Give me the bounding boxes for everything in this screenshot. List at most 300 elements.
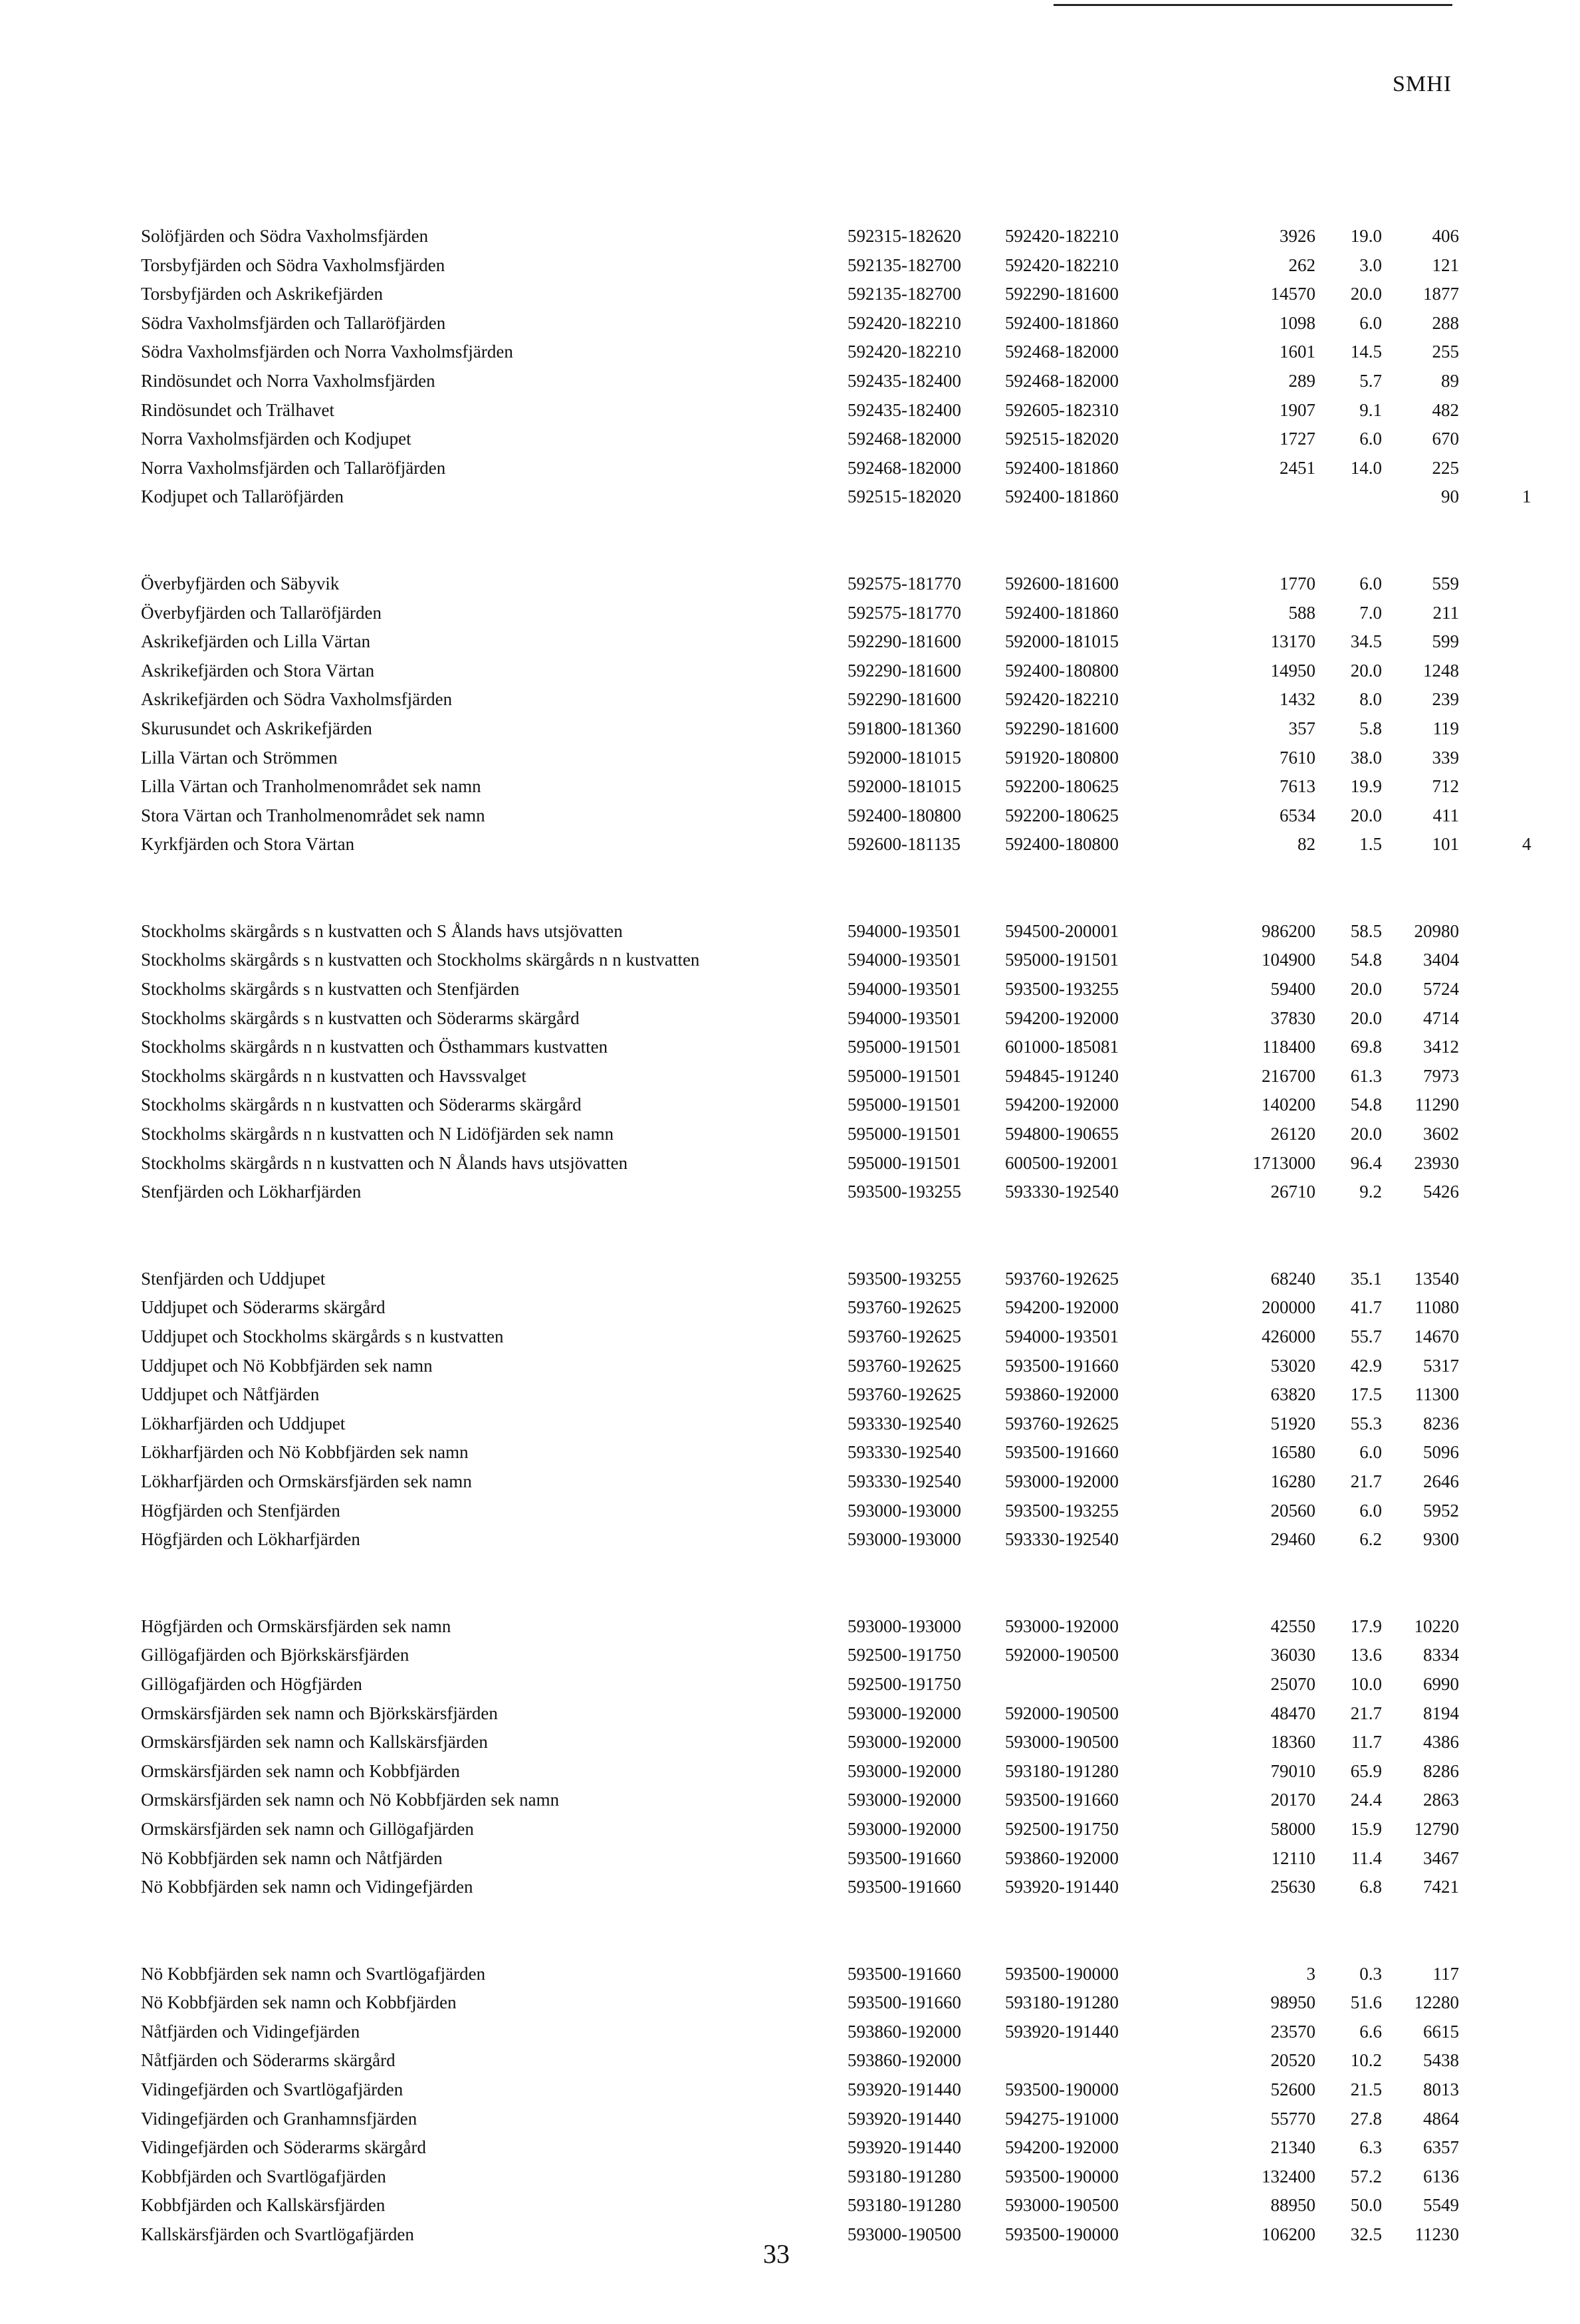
to-coord-cell: 592200-180625 <box>1005 776 1119 797</box>
table-row <box>141 1844 1470 1873</box>
name-cell: Stockholms skärgårds n n kustvatten och Östhammars kustvatten <box>141 1037 608 1057</box>
volume-cell: 712 <box>1432 776 1459 797</box>
area-cell: 1713000 <box>1252 1152 1315 1173</box>
volume-cell: 5952 <box>1423 1500 1459 1521</box>
depth-cell: 10.2 <box>1350 2050 1382 2071</box>
name-cell: Uddjupet och Nåtfjärden <box>141 1384 320 1405</box>
table-row <box>141 1004 1470 1033</box>
from-coord-cell: 592420-182210 <box>847 312 961 333</box>
from-coord-cell: 593760-192625 <box>847 1355 961 1376</box>
table-row <box>141 2191 1470 2220</box>
name-cell: Torsbyfjärden och Askrikefjärden <box>141 284 383 304</box>
name-cell: Ormskärsfjärden sek namn och Nö Kobbfjärden sek namn <box>141 1790 560 1810</box>
volume-cell: 8194 <box>1423 1703 1459 1723</box>
depth-cell: 54.8 <box>1350 950 1382 970</box>
depth-cell: 6.6 <box>1359 2021 1382 2042</box>
from-coord-cell: 593760-192625 <box>847 1384 961 1405</box>
area-cell: 42550 <box>1270 1616 1315 1636</box>
table-row <box>141 280 1470 309</box>
volume-cell: 4386 <box>1423 1732 1459 1752</box>
name-cell: Rindösundet och Norra Vaxholmsfjärden <box>141 370 435 391</box>
to-coord-cell: 593920-191440 <box>1005 2021 1119 2042</box>
from-coord-cell: 593000-192000 <box>847 1732 961 1752</box>
name-cell: Kodjupet och Tallaröfjärden <box>141 486 344 507</box>
name-cell: Nö Kobbfjärden sek namn och Nåtfjärden <box>141 1848 443 1868</box>
area-cell: 16280 <box>1270 1471 1315 1491</box>
name-cell: Nö Kobbfjärden sek namn och Kobbfjärden <box>141 1992 457 2013</box>
area-cell: 21340 <box>1270 2137 1315 2158</box>
volume-cell: 559 <box>1432 573 1459 593</box>
volume-cell: 225 <box>1432 457 1459 478</box>
area-cell: 2451 <box>1280 457 1315 478</box>
volume-cell: 3412 <box>1423 1037 1459 1057</box>
to-coord-cell: 593500-190000 <box>1005 2224 1119 2245</box>
area-cell: 68240 <box>1270 1268 1315 1289</box>
area-cell: 14950 <box>1270 660 1315 681</box>
depth-cell: 14.5 <box>1350 342 1382 362</box>
area-cell: 357 <box>1288 718 1315 738</box>
area-cell: 986200 <box>1262 920 1315 941</box>
name-cell: Ormskärsfjärden sek namn och Björkskärsfjärden <box>141 1703 498 1723</box>
volume-cell: 11080 <box>1414 1297 1459 1318</box>
name-cell: Lökharfjärden och Uddjupet <box>141 1413 346 1433</box>
name-cell: Stockholms skärgårds n n kustvatten och N Ålands havs utsjövatten <box>141 1152 628 1173</box>
area-cell: 1907 <box>1280 399 1315 420</box>
table-row <box>141 1960 1470 1989</box>
to-coord-cell: 592400-181860 <box>1005 486 1119 507</box>
volume-cell: 406 <box>1432 226 1459 246</box>
from-coord-cell: 593860-192000 <box>847 2050 961 2071</box>
name-cell: Stockholms skärgårds n n kustvatten och Söderarms skärgård <box>141 1095 582 1115</box>
from-coord-cell: 592435-182400 <box>847 370 961 391</box>
area-cell: 13170 <box>1270 631 1315 652</box>
area-cell: 48470 <box>1270 1703 1315 1723</box>
area-cell: 82 <box>1298 834 1315 855</box>
name-cell: Södra Vaxholmsfjärden och Norra Vaxholmsfjärden <box>141 342 513 362</box>
to-coord-cell: 593920-191440 <box>1005 1877 1119 1897</box>
to-coord-cell: 601000-185081 <box>1005 1037 1119 1057</box>
volume-cell: 12280 <box>1414 1992 1459 2013</box>
table-row <box>141 2105 1470 2134</box>
to-coord-cell: 592500-191750 <box>1005 1818 1119 1839</box>
note-cell: 4 <box>1522 834 1531 855</box>
table-row <box>141 946 1470 975</box>
to-coord-cell: 593860-192000 <box>1005 1384 1119 1405</box>
from-coord-cell: 593760-192625 <box>847 1326 961 1346</box>
area-cell: 588 <box>1288 602 1315 623</box>
to-coord-cell: 594200-192000 <box>1005 1007 1119 1028</box>
name-cell: Norra Vaxholmsfjärden och Tallaröfjärden <box>141 457 446 478</box>
area-cell: 63820 <box>1270 1384 1315 1405</box>
to-coord-cell: 593500-193255 <box>1005 979 1119 1000</box>
to-coord-cell: 595000-191501 <box>1005 950 1119 970</box>
area-cell: 20170 <box>1270 1790 1315 1810</box>
depth-cell: 65.9 <box>1350 1760 1382 1781</box>
from-coord-cell: 593180-191280 <box>847 2166 961 2186</box>
to-coord-cell: 593500-193255 <box>1005 1500 1119 1521</box>
depth-cell: 15.9 <box>1350 1818 1382 1839</box>
from-coord-cell: 593500-193255 <box>847 1182 961 1202</box>
to-coord-cell: 592290-181600 <box>1005 718 1119 738</box>
to-coord-cell: 592000-190500 <box>1005 1645 1119 1665</box>
table-row <box>141 917 1470 946</box>
table-row <box>141 714 1470 744</box>
volume-cell: 5096 <box>1423 1442 1459 1463</box>
name-cell: Högfjärden och Ormskärsfjärden sek namn <box>141 1616 451 1636</box>
name-cell: Stockholms skärgårds n n kustvatten och Havssvalget <box>141 1065 526 1086</box>
depth-cell: 11.7 <box>1351 1732 1382 1752</box>
area-cell: 3 <box>1306 1963 1315 1984</box>
volume-cell: 10220 <box>1414 1616 1459 1636</box>
table-row <box>141 1033 1470 1062</box>
depth-cell: 55.3 <box>1350 1413 1382 1433</box>
table-row <box>141 309 1470 338</box>
name-cell: Lilla Värtan och Strömmen <box>141 747 338 768</box>
to-coord-cell: 593000-192000 <box>1005 1471 1119 1491</box>
to-coord-cell: 594500-200001 <box>1005 920 1119 941</box>
to-coord-cell: 592400-181860 <box>1005 602 1119 623</box>
from-coord-cell: 592435-182400 <box>847 399 961 420</box>
area-cell: 58000 <box>1270 1818 1315 1839</box>
depth-cell: 38.0 <box>1350 747 1382 768</box>
from-coord-cell: 594000-193501 <box>847 1007 961 1028</box>
name-cell: Stockholms skärgårds n n kustvatten och N Lidöfjärden sek namn <box>141 1124 614 1144</box>
area-cell: 1432 <box>1280 689 1315 710</box>
volume-cell: 6615 <box>1423 2021 1459 2042</box>
table-row <box>141 1380 1470 1410</box>
to-coord-cell: 592290-181600 <box>1005 284 1119 304</box>
name-cell: Askrikefjärden och Lilla Värtan <box>141 631 371 652</box>
name-cell: Överbyfjärden och Tallaröfjärden <box>141 602 382 623</box>
area-cell: 26710 <box>1270 1182 1315 1202</box>
depth-cell: 17.9 <box>1350 1616 1382 1636</box>
volume-cell: 20980 <box>1414 920 1459 941</box>
table-row <box>141 627 1470 657</box>
name-cell: Stenfjärden och Lökharfjärden <box>141 1182 362 1202</box>
to-coord-cell: 592400-181860 <box>1005 457 1119 478</box>
depth-cell: 24.4 <box>1350 1790 1382 1810</box>
name-cell: Ormskärsfjärden sek namn och Kallskärsfjärden <box>141 1732 488 1752</box>
volume-cell: 1877 <box>1423 284 1459 304</box>
depth-cell: 20.0 <box>1350 979 1382 1000</box>
name-cell: Vidingefjärden och Söderarms skärgård <box>141 2137 426 2158</box>
name-cell: Stora Värtan och Tranholmenområdet sek namn <box>141 805 485 825</box>
area-cell: 26120 <box>1270 1124 1315 1144</box>
from-coord-cell: 592290-181600 <box>847 660 961 681</box>
from-coord-cell: 593330-192540 <box>847 1442 961 1463</box>
depth-cell: 51.6 <box>1350 1992 1382 2013</box>
depth-cell: 10.0 <box>1350 1673 1382 1694</box>
from-coord-cell: 593000-192000 <box>847 1703 961 1723</box>
name-cell: Högfjärden och Stenfjärden <box>141 1500 340 1521</box>
to-coord-cell: 592600-181600 <box>1005 573 1119 593</box>
from-coord-cell: 593000-192000 <box>847 1818 961 1839</box>
to-coord-cell: 593860-192000 <box>1005 1848 1119 1868</box>
volume-cell: 8236 <box>1423 1413 1459 1433</box>
from-coord-cell: 594000-193501 <box>847 979 961 1000</box>
from-coord-cell: 592000-181015 <box>847 776 961 797</box>
note-cell: 1 <box>1522 486 1531 507</box>
from-coord-cell: 592468-182000 <box>847 429 961 449</box>
area-cell: 51920 <box>1270 1413 1315 1433</box>
table-row <box>141 1293 1470 1322</box>
depth-cell: 6.2 <box>1359 1529 1382 1550</box>
depth-cell: 61.3 <box>1350 1065 1382 1086</box>
area-cell: 3926 <box>1280 226 1315 246</box>
name-cell: Torsbyfjärden och Södra Vaxholmsfjärden <box>141 255 445 275</box>
from-coord-cell: 593000-192000 <box>847 1760 961 1781</box>
to-coord-cell: 593180-191280 <box>1005 1992 1119 2013</box>
to-coord-cell: 600500-192001 <box>1005 1152 1119 1173</box>
depth-cell: 5.8 <box>1359 718 1382 738</box>
to-coord-cell: 593760-192625 <box>1005 1268 1119 1289</box>
row-group <box>141 1265 1470 1554</box>
from-coord-cell: 592575-181770 <box>847 602 961 623</box>
depth-cell: 32.5 <box>1350 2224 1382 2245</box>
depth-cell: 19.0 <box>1350 226 1382 246</box>
depth-cell: 21.7 <box>1350 1471 1382 1491</box>
volume-cell: 2863 <box>1423 1790 1459 1810</box>
area-cell: 18360 <box>1270 1732 1315 1752</box>
name-cell: Rindösundet och Trälhavet <box>141 399 334 420</box>
volume-cell: 14670 <box>1414 1326 1459 1346</box>
depth-cell: 21.7 <box>1350 1703 1382 1723</box>
table-row <box>141 1352 1470 1381</box>
top-rule <box>1054 4 1452 6</box>
area-cell: 36030 <box>1270 1645 1315 1665</box>
area-cell: 1098 <box>1280 312 1315 333</box>
volume-cell: 5724 <box>1423 979 1459 1000</box>
depth-cell: 3.0 <box>1359 255 1382 275</box>
depth-cell: 9.1 <box>1359 399 1382 420</box>
name-cell: Skurusundet och Askrikefjärden <box>141 718 372 738</box>
table-row <box>141 1438 1470 1467</box>
area-cell: 53020 <box>1270 1355 1315 1376</box>
table-row <box>141 454 1470 483</box>
to-coord-cell: 594200-192000 <box>1005 1297 1119 1318</box>
to-coord-cell: 594845-191240 <box>1005 1065 1119 1086</box>
volume-cell: 6357 <box>1423 2137 1459 2158</box>
table-row <box>141 1612 1470 1641</box>
area-cell: 98950 <box>1270 1992 1315 2013</box>
to-coord-cell: 593180-191280 <box>1005 1760 1119 1781</box>
name-cell: Överbyfjärden och Säbyvik <box>141 573 340 593</box>
volume-cell: 11290 <box>1414 1095 1459 1115</box>
table-row <box>141 570 1470 599</box>
area-cell: 20560 <box>1270 1500 1315 1521</box>
depth-cell: 11.4 <box>1351 1848 1382 1868</box>
area-cell: 7613 <box>1280 776 1315 797</box>
depth-cell: 20.0 <box>1350 660 1382 681</box>
depth-cell: 7.0 <box>1359 602 1382 623</box>
area-cell: 289 <box>1288 370 1315 391</box>
table-row <box>141 1149 1470 1178</box>
from-coord-cell: 592420-182210 <box>847 342 961 362</box>
volume-cell: 6136 <box>1423 2166 1459 2186</box>
volume-cell: 1248 <box>1423 660 1459 681</box>
name-cell: Uddjupet och Nö Kobbfjärden sek namn <box>141 1355 433 1376</box>
table-row <box>141 396 1470 425</box>
name-cell: Vidingefjärden och Granhamnsfjärden <box>141 2108 417 2129</box>
from-coord-cell: 593000-192000 <box>847 1790 961 1810</box>
row-group <box>141 1960 1470 2250</box>
table-row <box>141 1641 1470 1670</box>
volume-cell: 670 <box>1432 429 1459 449</box>
area-cell: 37830 <box>1270 1007 1315 1028</box>
to-coord-cell: 592200-180625 <box>1005 805 1119 825</box>
depth-cell: 5.7 <box>1359 370 1382 391</box>
volume-cell: 90 <box>1441 486 1459 507</box>
to-coord-cell: 593500-190000 <box>1005 2166 1119 2186</box>
to-coord-cell: 593500-190000 <box>1005 2079 1119 2100</box>
depth-cell: 21.5 <box>1350 2079 1382 2100</box>
to-coord-cell: 591920-180800 <box>1005 747 1119 768</box>
area-cell: 59400 <box>1270 979 1315 1000</box>
table-row <box>141 338 1470 367</box>
area-cell: 216700 <box>1262 1065 1315 1086</box>
to-coord-cell: 594200-192000 <box>1005 1095 1119 1115</box>
page-number: 33 <box>763 2239 790 2269</box>
table-row <box>141 425 1470 454</box>
name-cell: Nåtfjärden och Vidingefjärden <box>141 2021 360 2042</box>
table-row <box>141 830 1531 859</box>
area-cell: 16580 <box>1270 1442 1315 1463</box>
to-coord-cell: 592000-190500 <box>1005 1703 1119 1723</box>
volume-cell: 12790 <box>1414 1818 1459 1839</box>
name-cell: Gillögafjärden och Högfjärden <box>141 1673 362 1694</box>
area-cell: 88950 <box>1270 2195 1315 2216</box>
table-row <box>141 1525 1470 1554</box>
depth-cell: 6.3 <box>1359 2137 1382 2158</box>
from-coord-cell: 593500-191660 <box>847 1877 961 1897</box>
table-row <box>141 2046 1470 2075</box>
table-row <box>141 1699 1470 1729</box>
volume-cell: 5549 <box>1423 2195 1459 2216</box>
area-cell: 7610 <box>1280 747 1315 768</box>
table-row <box>141 1988 1470 2018</box>
table-row <box>141 1873 1470 1902</box>
table-row <box>141 1178 1470 1207</box>
to-coord-cell: 594200-192000 <box>1005 2137 1119 2158</box>
depth-cell: 34.5 <box>1350 631 1382 652</box>
from-coord-cell: 595000-191501 <box>847 1152 961 1173</box>
from-coord-cell: 592315-182620 <box>847 226 961 246</box>
from-coord-cell: 592135-182700 <box>847 284 961 304</box>
to-coord-cell: 593500-190000 <box>1005 1963 1119 1984</box>
row-group <box>141 570 1531 859</box>
from-coord-cell: 592600-181135 <box>847 834 960 855</box>
volume-cell: 11300 <box>1414 1384 1459 1405</box>
depth-cell: 19.9 <box>1350 776 1382 797</box>
from-coord-cell: 595000-191501 <box>847 1095 961 1115</box>
depth-cell: 20.0 <box>1350 805 1382 825</box>
depth-cell: 9.2 <box>1359 1182 1382 1202</box>
from-coord-cell: 592290-181600 <box>847 631 961 652</box>
depth-cell: 54.8 <box>1350 1095 1382 1115</box>
from-coord-cell: 593920-191440 <box>847 2137 961 2158</box>
to-coord-cell: 592468-182000 <box>1005 342 1119 362</box>
from-coord-cell: 593500-191660 <box>847 1963 961 1984</box>
volume-cell: 211 <box>1432 602 1459 623</box>
depth-cell: 42.9 <box>1350 1355 1382 1376</box>
volume-cell: 255 <box>1432 342 1459 362</box>
table-row <box>141 2075 1470 2105</box>
volume-cell: 9300 <box>1423 1529 1459 1550</box>
volume-cell: 3404 <box>1423 950 1459 970</box>
from-coord-cell: 591800-181360 <box>847 718 961 738</box>
table-row <box>141 1265 1470 1294</box>
to-coord-cell: 594800-190655 <box>1005 1124 1119 1144</box>
table-row <box>141 1670 1470 1699</box>
to-coord-cell: 592420-182210 <box>1005 689 1119 710</box>
to-coord-cell: 592420-182210 <box>1005 255 1119 275</box>
name-cell: Stockholms skärgårds s n kustvatten och Stockholms skärgårds n n kustvatten <box>141 950 700 970</box>
volume-cell: 8286 <box>1423 1760 1459 1781</box>
name-cell: Norra Vaxholmsfjärden och Kodjupet <box>141 429 411 449</box>
from-coord-cell: 593500-191660 <box>847 1992 961 2013</box>
volume-cell: 5438 <box>1423 2050 1459 2071</box>
depth-cell: 27.8 <box>1350 2108 1382 2129</box>
name-cell: Askrikefjärden och Stora Värtan <box>141 660 375 681</box>
area-cell: 29460 <box>1270 1529 1315 1550</box>
to-coord-cell: 592468-182000 <box>1005 370 1119 391</box>
volume-cell: 8334 <box>1423 1645 1459 1665</box>
table-row <box>141 2220 1470 2250</box>
depth-cell: 6.0 <box>1359 1500 1382 1521</box>
area-cell: 6534 <box>1280 805 1315 825</box>
from-coord-cell: 593760-192625 <box>847 1297 961 1318</box>
from-coord-cell: 592000-181015 <box>847 747 961 768</box>
to-coord-cell: 593000-192000 <box>1005 1616 1119 1636</box>
to-coord-cell: 592000-181015 <box>1005 631 1119 652</box>
row-group <box>141 917 1470 1207</box>
volume-cell: 3602 <box>1423 1124 1459 1144</box>
from-coord-cell: 593000-193000 <box>847 1500 961 1521</box>
table-row <box>141 1497 1470 1526</box>
name-cell: Nö Kobbfjärden sek namn och Svartlögafjärden <box>141 1963 486 1984</box>
from-coord-cell: 593330-192540 <box>847 1413 961 1433</box>
table-row <box>141 1815 1470 1844</box>
from-coord-cell: 593000-193000 <box>847 1529 961 1550</box>
volume-cell: 5317 <box>1423 1355 1459 1376</box>
volume-cell: 3467 <box>1423 1848 1459 1868</box>
table-row <box>141 599 1470 628</box>
table-row <box>141 482 1531 512</box>
area-cell: 262 <box>1288 255 1315 275</box>
volume-cell: 239 <box>1432 689 1459 710</box>
area-cell: 132400 <box>1262 2166 1315 2186</box>
to-coord-cell: 593330-192540 <box>1005 1182 1119 1202</box>
table-row <box>141 1120 1470 1149</box>
from-coord-cell: 594000-193501 <box>847 950 961 970</box>
volume-cell: 4714 <box>1423 1007 1459 1028</box>
volume-cell: 4864 <box>1423 2108 1459 2129</box>
brand-label: SMHI <box>1393 72 1452 96</box>
volume-cell: 2646 <box>1423 1471 1459 1491</box>
to-coord-cell: 592420-182210 <box>1005 226 1119 246</box>
volume-cell: 117 <box>1432 1963 1459 1984</box>
depth-cell: 58.5 <box>1350 920 1382 941</box>
name-cell: Stockholms skärgårds s n kustvatten och Stenfjärden <box>141 979 520 1000</box>
to-coord-cell: 592400-180800 <box>1005 660 1119 681</box>
volume-cell: 101 <box>1432 834 1459 855</box>
depth-cell: 6.0 <box>1359 312 1382 333</box>
volume-cell: 89 <box>1441 370 1459 391</box>
area-cell: 106200 <box>1262 2224 1315 2245</box>
volume-cell: 6990 <box>1423 1673 1459 1694</box>
table-row <box>141 2018 1470 2047</box>
area-cell: 20520 <box>1270 2050 1315 2071</box>
